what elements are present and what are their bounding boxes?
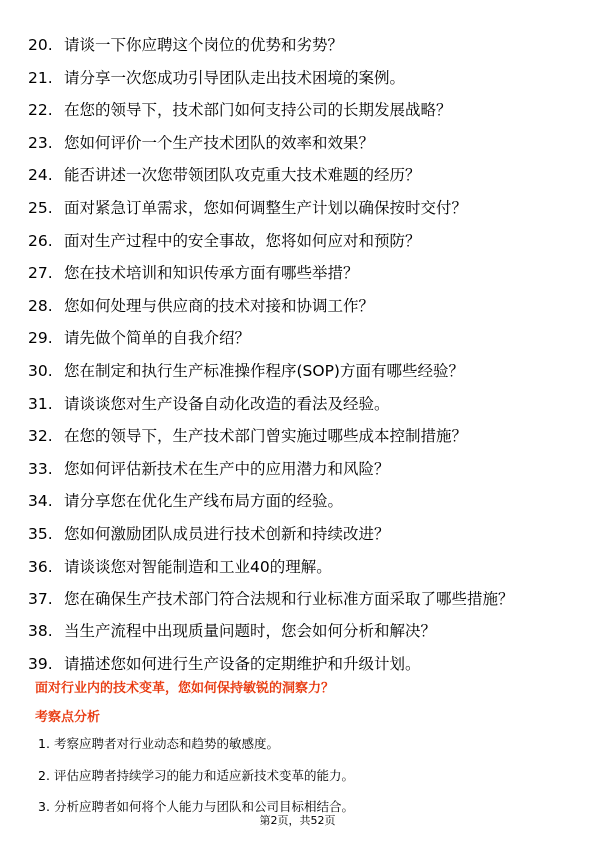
analysis-point <box>38 767 558 784</box>
analysis-heading: 考察点分析 <box>35 710 101 725</box>
question-text: 请描述您如何进行生产设备的定期维护和升级计划。 <box>64 654 421 673</box>
question-item <box>28 230 573 252</box>
question-item <box>28 360 573 382</box>
point-number: 3. <box>38 799 50 814</box>
question-text: 请分享您在优化生产线布局方面的经验。 <box>64 492 344 511</box>
point-number: 2. <box>38 767 50 783</box>
question-text: 请先做个简单的自我介绍？ <box>64 329 251 348</box>
question-item <box>28 620 573 642</box>
question-item <box>28 490 573 512</box>
question-text: 您在技术培训和知识传承方面有哪些举措？ <box>64 264 359 283</box>
question-item <box>28 132 573 154</box>
question-text: 面对紧急订单需求，您如何调整生产计划以确保按时交付？ <box>64 198 468 217</box>
page-number-footer: 第2页，共52页 <box>259 814 336 827</box>
question-item <box>28 67 573 89</box>
question-number: 36. <box>28 557 53 576</box>
section-heading: 面对行业内的技术变革，您如何保持敏锐的洞察力？ <box>35 681 335 696</box>
question-item <box>28 164 573 186</box>
question-number: 24. <box>28 166 53 185</box>
question-text: 您在制定和执行生产标准操作程序(SOP)方面有哪些经验？ <box>64 361 464 380</box>
question-text: 您如何评价一个生产技术团队的效率和效果？ <box>64 133 375 152</box>
point-number: 1. <box>38 736 50 751</box>
question-text: 能否讲述一次您带领团队攻克重大技术难题的经历？ <box>64 166 421 185</box>
question-number: 35. <box>28 524 53 543</box>
question-number: 26. <box>28 231 53 250</box>
question-item <box>28 34 573 56</box>
point-text: 评估应聘者持续学习的能力和适应新技术变革的能力。 <box>54 767 355 783</box>
question-number: 25. <box>28 198 53 217</box>
question-text: 请谈一下你应聘这个岗位的优势和劣势？ <box>64 36 344 54</box>
question-number: 20. <box>28 36 53 54</box>
analysis-point <box>38 735 558 752</box>
question-number: 37. <box>28 590 53 609</box>
question-number: 21. <box>28 68 53 87</box>
question-text: 在您的领导下，技术部门如何支持公司的长期发展战略？ <box>64 101 452 120</box>
question-number: 29. <box>28 329 53 348</box>
question-text: 请谈谈您对生产设备自动化改造的看法及经验。 <box>64 394 390 413</box>
question-item <box>28 99 573 121</box>
question-item <box>28 262 573 284</box>
question-item <box>28 556 573 578</box>
question-item <box>28 653 573 675</box>
question-text: 您如何激励团队成员进行技术创新和持续改进？ <box>64 524 390 543</box>
question-item <box>28 295 573 317</box>
question-text: 您如何处理与供应商的技术对接和协调工作？ <box>64 296 375 315</box>
question-number: 28. <box>28 296 53 315</box>
question-number: 38. <box>28 622 53 641</box>
question-text: 您如何评估新技术在生产中的应用潜力和风险？ <box>64 459 390 478</box>
question-number: 31. <box>28 394 53 413</box>
question-list <box>28 34 573 685</box>
question-item <box>28 523 573 545</box>
question-text: 请谈谈您对智能制造和工业40的理解。 <box>64 557 332 576</box>
question-item <box>28 458 573 480</box>
question-text: 在您的领导下，生产技术部门曾实施过哪些成本控制措施？ <box>64 427 468 446</box>
question-item <box>28 425 573 447</box>
question-number: 39. <box>28 654 53 673</box>
question-number: 34. <box>28 492 53 511</box>
question-number: 32. <box>28 427 53 446</box>
question-number: 27. <box>28 264 53 283</box>
question-item <box>28 393 573 415</box>
question-text: 请分享一次您成功引导团队走出技术困境的案例。 <box>64 68 406 87</box>
question-item <box>28 327 573 349</box>
point-text: 考察应聘者对行业动态和趋势的敏感度。 <box>54 736 280 751</box>
question-item <box>28 197 573 219</box>
question-text: 当生产流程中出现质量问题时，您会如何分析和解决？ <box>64 622 437 641</box>
question-item <box>28 588 573 610</box>
point-text: 分析应聘者如何将个人能力与团队和公司目标相结合。 <box>54 799 355 814</box>
question-number: 22. <box>28 101 53 120</box>
analysis-point <box>38 798 558 815</box>
question-text: 面对生产过程中的安全事故，您将如何应对和预防？ <box>64 231 421 250</box>
question-number: 23. <box>28 133 53 152</box>
question-number: 33. <box>28 459 53 478</box>
question-number: 30. <box>28 361 53 380</box>
question-text: 您在确保生产技术部门符合法规和行业标准方面采取了哪些措施？ <box>64 590 514 609</box>
